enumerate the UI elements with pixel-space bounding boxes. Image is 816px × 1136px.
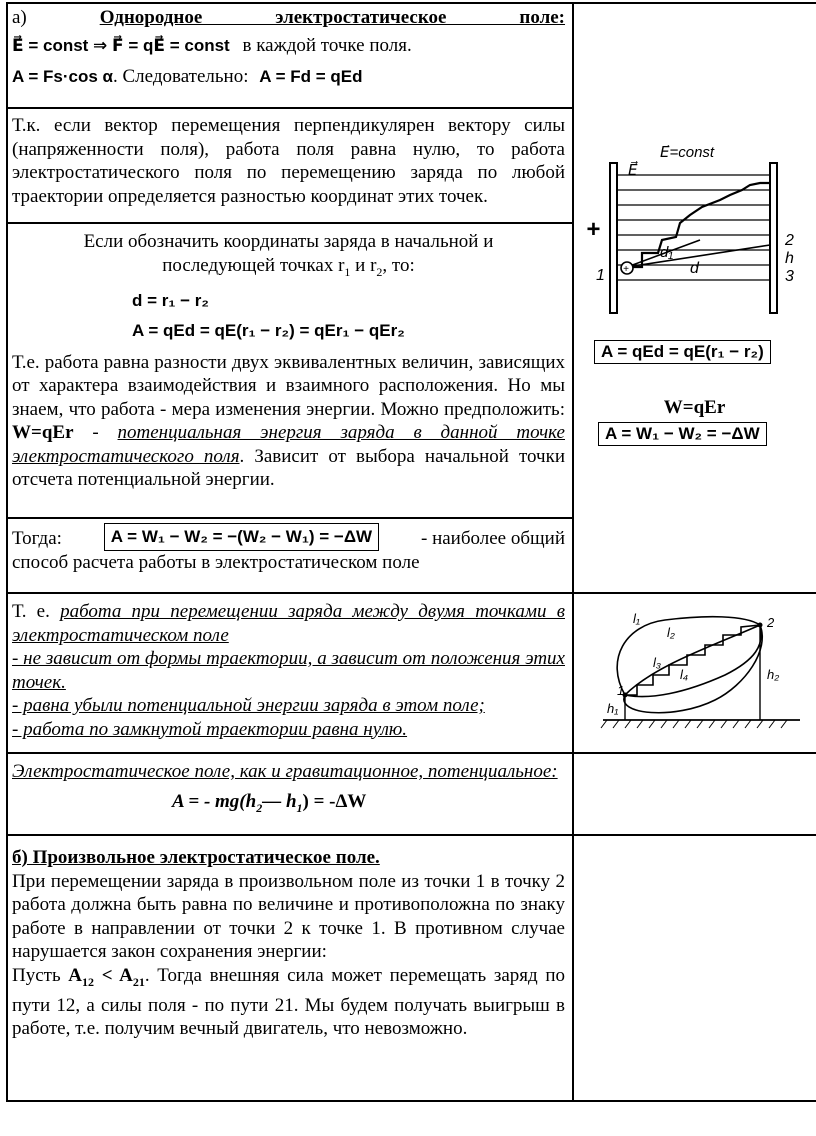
label-l4: l₄ [680,667,689,682]
energy-paragraph: Т.е. работа равна разности двух эквивалентных величин, зависящих от характера взаимодействия и взаимного расположения. Но мы знаем, что работа - мера изменения энергии. Можно предположить: W=qEr - потенциальная энергия заряда в данной точке электростатического поля. Зависит от выбора начальной точки отсчета потенциальной энергии. [12,351,565,491]
formula-work-coords: A = qEd = qE(r₁ − r₂) = qEr₁ − qEr₂ [132,321,405,341]
path-point-2: - равна убыли потенциальной энергии заряда в этом поле; [12,695,485,716]
section-title: Однородное электростатическое поле: [99,7,566,28]
then-tail-rest: способ расчета работы в электростатическом поле [12,551,420,573]
formula-work-cos: A = Fs·cos α [12,67,113,86]
table-border-bottom [6,1100,816,1102]
formula-caption: в каждой точке поля. [242,34,412,56]
section-arbitrary-field [6,846,573,1096]
path-point-3: - работа по замкнутой траектории равна нулю. [12,718,408,740]
table-border-top [6,2,816,4]
label-e-vector: E⃗ [628,162,638,179]
label-point-1: 1 [617,683,625,698]
row-divider [6,752,816,754]
row-divider [6,107,573,109]
label-d1: d₁ [660,244,674,261]
therefore-text: . Следовательно: [113,66,249,87]
right-energy-label: W=qEr [663,397,726,418]
row-divider [6,222,573,224]
formula-gravity: A = - $mg(h_2—$ $h_1) = -\Delta W$ [172,790,367,815]
perpendicular-text: Т.к. если вектор перемещения перпендикулярен вектору силы (напряженности поля), работа поля равна нулю, то работа электростатического поля по перемещению заряда по любой траектории определяется разностью координат этих точек. [12,115,565,207]
section-b-title: б) Произвольное электростатическое поле. [12,847,380,868]
label-l2: l₂ [667,625,675,640]
figure-trajectories [595,605,805,745]
section-uniform-field [6,6,573,106]
uniform-field-diagram [580,145,810,315]
label-d: d [690,260,699,277]
formula-work-qed: A = Fd = qEd [259,67,363,86]
figure-uniform-field [580,145,810,315]
path-statement: работа при перемещении заряда между двумя точками в электростатическом поле [12,601,565,646]
energy-symbol: W=qEr [12,422,74,444]
formula-const-force: E⃗ = const ⇒ F⃗ = qE⃗ = const [12,35,230,55]
row-divider [6,834,816,836]
then-label: Тогда: [12,528,62,549]
row-divider [6,517,573,519]
label-h: h [785,250,794,267]
section-prefix: а) [12,7,100,28]
label-plus: + [586,216,601,243]
charge-plus-symbol: + [623,264,629,275]
energy-definition: потенциальная энергия заряда в данной точке электростатического поля [12,422,565,467]
path-point-1: - не зависит от формы траектории, а зависит от положения этих точек. [12,648,565,693]
section-gravitational [6,760,573,832]
then-tail-start: - наиболее общий [421,528,565,549]
label-l1: l₁ [633,611,640,626]
label-point-1: 1 [596,267,605,284]
label-point-2: 2 [785,232,794,249]
section-perpendicular [6,114,573,219]
label-h2: h₂ [767,667,780,682]
label-h1: h₁ [607,701,619,716]
row-divider [6,592,816,594]
label-point-3: 3 [785,268,794,285]
section-coordinates [6,230,573,515]
right-formula-2: A = W₁ − W₂ = −ΔW [598,422,767,446]
gravitational-text: Электростатическое поле, как и гравитационное, потенциальное: [12,761,558,782]
label-point-2: 2 [767,615,775,630]
conservation-paragraph: При перемещении заряда в произвольном поле из точки 1 в точку 2 работа должна быть равна по величине и противоположна по знаку работе в направлении от точки 2 к точке 1. В противном случае нарушается закон сохранения энергии: [12,870,565,962]
trajectories-diagram [595,605,805,745]
section-general-work [6,523,573,591]
coordinates-intro: Если обозначить координаты заряда в начальной и последующей точках $r_1$ и $r_2$, то: [83,231,494,279]
right-formula-1: A = qEd = qE(r₁ − r₂) [594,340,771,364]
formula-displacement: d = r₁ − r₂ [132,290,209,310]
perpetual-motion-paragraph: Пусть $A_{12} < A_{21}$. Тогда внешняя сила может перемещать заряд по пути 12, а силы поля - по пути 21. Мы будем получать выигрыш в работе, т.е. получим вечный двигатель, что невозможно. [12,964,566,1040]
label-l3: l₃ [653,655,662,670]
label-e-const: E⃗=const [660,145,715,161]
formula-work-energy: A = W₁ − W₂ = −(W₂ − W₁) = −ΔW [104,523,379,551]
section-path-independence: Т. е. работа при перемещении заряда между двумя точками в электростатическом поле - не зависит от формы траектории, а зависит от положения этих точек. - равна убыли потенциальной энергии заряда в этом поле; - работа по замкнутой траектории равна нулю. [12,601,565,740]
